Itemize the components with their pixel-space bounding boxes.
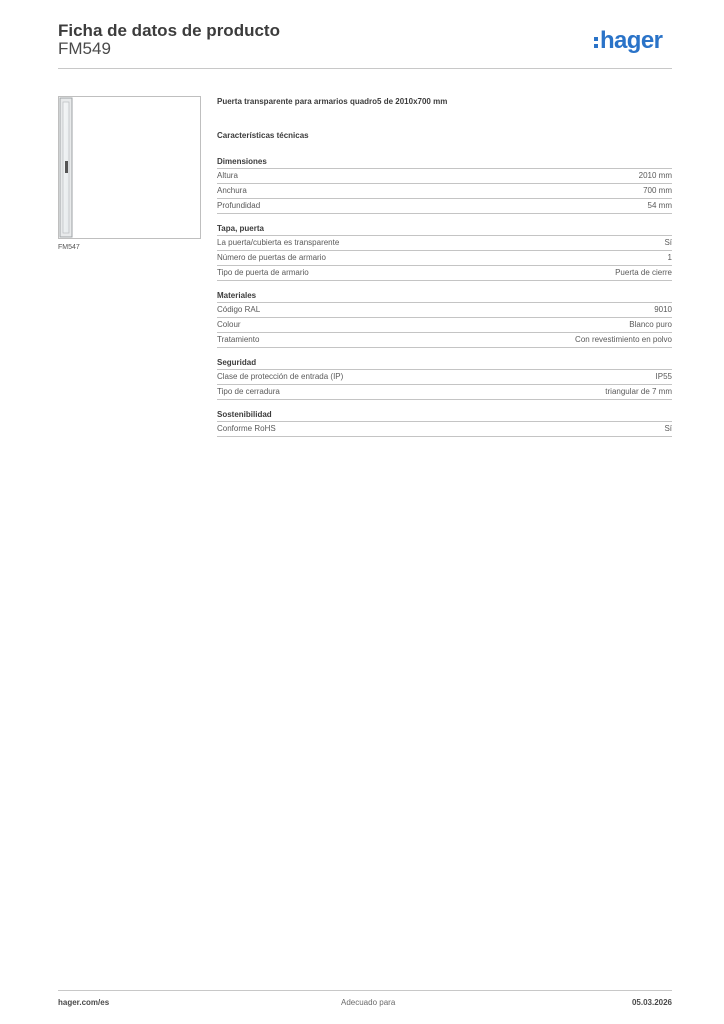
spec-value: 9010: [654, 305, 672, 314]
section-title: Tapa, puerta: [217, 224, 264, 233]
spec-row: [217, 198, 672, 214]
footer-date: 05.03.2026: [631, 998, 672, 1007]
product-code: FM549: [58, 39, 111, 58]
section-title: Dimensiones: [217, 157, 267, 166]
section-title: Materiales: [217, 291, 257, 300]
spec-label: Altura: [217, 171, 238, 180]
door-lock: [65, 161, 68, 173]
product-image: [58, 96, 201, 239]
spec-row: [217, 384, 672, 400]
spec-label: Tipo de cerradura: [217, 387, 280, 396]
spec-label: Número de puertas de armario: [217, 253, 326, 262]
logo-text: hager: [600, 27, 663, 54]
spec-row: [217, 183, 672, 198]
spec-value: triangular de 7 mm: [605, 387, 672, 396]
section-tapa-puerta: [217, 223, 672, 281]
footer-website: hager.com/es: [58, 998, 110, 1007]
spec-value: 1: [667, 253, 672, 262]
logo-dots-icon: [594, 27, 598, 53]
image-caption: FM547: [58, 244, 80, 251]
spec-row: [217, 302, 672, 317]
spec-value: Puerta de cierre: [615, 268, 672, 277]
spec-value: 2010 mm: [638, 171, 672, 180]
spec-value: 54 mm: [647, 201, 672, 210]
footer-center-text: Adecuado para: [341, 998, 396, 1007]
spec-label: Clase de protección de entrada (IP): [217, 372, 344, 381]
spec-row: [217, 317, 672, 332]
spec-label: Colour: [217, 320, 241, 329]
spec-row: [217, 235, 672, 250]
section-dimensiones: [217, 156, 672, 214]
spec-label: Código RAL: [217, 305, 261, 314]
spec-label: Anchura: [217, 186, 247, 195]
spec-value: Sí: [664, 238, 672, 247]
spec-row: [217, 168, 672, 183]
header-divider: [58, 68, 672, 69]
spec-row: [217, 250, 672, 265]
spec-label: Conforme RoHS: [217, 424, 276, 433]
spec-label: La puerta/cubierta es transparente: [217, 238, 340, 247]
spec-label: Profundidad: [217, 201, 261, 210]
spec-label: Tipo de puerta de armario: [217, 268, 309, 277]
product-description: Puerta transparente para armarios quadro5 de 2010x700 mm: [217, 97, 448, 106]
spec-row: [217, 332, 672, 348]
hager-logo: [594, 27, 662, 57]
spec-value: 700 mm: [643, 186, 672, 195]
section-seguridad: [217, 357, 672, 400]
spec-value: Con revestimiento en polvo: [575, 335, 672, 344]
section-materiales: [217, 290, 672, 348]
spec-value: Sí: [664, 424, 672, 433]
section-sostenibilidad: [217, 409, 672, 437]
spec-row: [217, 265, 672, 281]
door-illustration: [59, 97, 200, 238]
spec-label: Tratamiento: [217, 335, 260, 344]
footer-divider: [58, 990, 672, 991]
section-title: Sostenibilidad: [217, 410, 272, 419]
section-title: Seguridad: [217, 358, 257, 367]
tech-heading: Características técnicas: [217, 131, 309, 140]
spec-value: IP55: [655, 372, 672, 381]
spec-content: [217, 96, 672, 437]
spec-value: Blanco puro: [629, 320, 672, 329]
spec-row: [217, 369, 672, 384]
page-title: Ficha de datos de producto: [58, 21, 280, 40]
spec-row: [217, 421, 672, 437]
